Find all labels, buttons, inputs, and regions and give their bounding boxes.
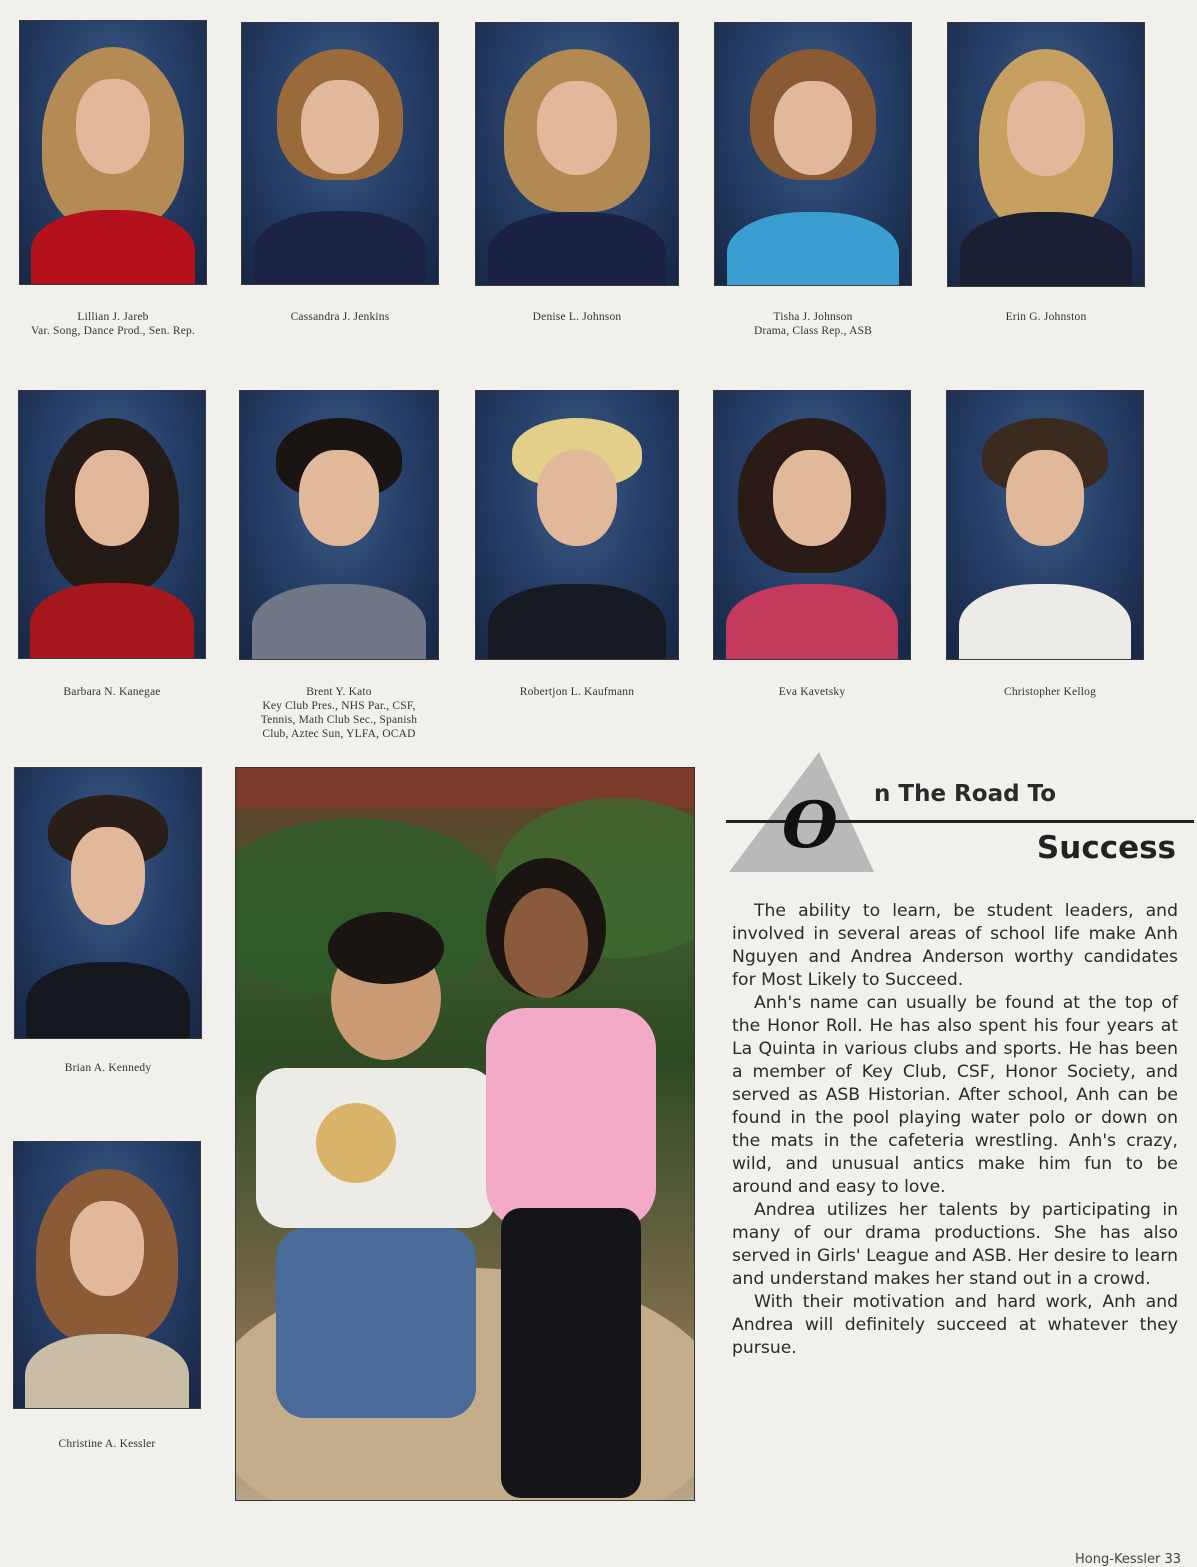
portrait-photo	[714, 391, 910, 659]
student-activities: Key Club Pres., NHS Par., CSF,	[262, 700, 416, 712]
student-name: Denise L. Johnson	[532, 311, 622, 323]
article-paragraph: Anh's name can usually be found at the top of the Honor Roll. He has also spent his four years at La Quinta in various clubs and sports. He has been a member of Key Club, CSF, Honor Society, and served as ASB Historian. After school, Anh can be found in the pool playing water polo or down on the mats in the cafeteria wrestling. Anh's crazy, wild, and unusual antics make him fun to be around and easy to love.	[732, 993, 1178, 1197]
portrait-caption	[476, 310, 678, 324]
student-name: Eva Kavetsky	[778, 686, 846, 698]
headline-line1: n The Road To	[874, 781, 1056, 807]
portrait-caption	[705, 310, 921, 338]
portrait-caption	[714, 685, 910, 699]
portrait-photo	[19, 391, 205, 658]
portrait-photo	[242, 23, 438, 284]
portrait-caption	[9, 685, 215, 699]
portrait-caption	[242, 310, 438, 324]
portrait-caption	[5, 1061, 211, 1075]
student-name: Christopher Kellog	[1003, 686, 1097, 698]
feature-photo	[236, 768, 694, 1500]
portrait-caption	[947, 685, 1153, 699]
student-name: Cassandra J. Jenkins	[290, 311, 390, 323]
article-paragraph: The ability to learn, be student leaders, and involved in several areas of school life make Anh Nguyen and Andrea Anderson worthy candidates for Most Likely to Succeed.	[732, 901, 1178, 990]
portrait-photo	[15, 768, 201, 1038]
portrait-photo	[948, 23, 1144, 286]
portrait-photo	[715, 23, 911, 285]
portrait-photo	[240, 391, 438, 659]
portrait-photo	[476, 23, 678, 285]
article-body	[732, 900, 1178, 1360]
portrait-caption	[10, 310, 216, 338]
drop-letter: O	[782, 788, 838, 863]
student-name: Brent Y. Kato	[306, 686, 372, 698]
portrait-photo	[20, 21, 206, 284]
student-activities: Club, Aztec Sun, YLFA, OCAD	[262, 728, 416, 740]
headline-line2: Success	[1036, 830, 1176, 866]
article-paragraph: Andrea utilizes her talents by participating in many of our drama productions. She has also served in Girls' League and ASB. Her desire to learn and understand makes her stand out in a crowd.	[732, 1200, 1178, 1289]
portrait-photo	[14, 1142, 200, 1408]
feature-photo-illustration	[236, 768, 694, 1500]
portrait-caption	[476, 685, 678, 699]
student-name: Brian A. Kennedy	[64, 1062, 152, 1074]
portrait-caption	[948, 310, 1144, 324]
student-activities: Tennis, Math Club Sec., Spanish	[260, 714, 418, 726]
student-name: Lillian J. Jareb	[77, 311, 149, 323]
student-name: Christine A. Kessler	[58, 1438, 156, 1450]
portrait-photo	[947, 391, 1143, 659]
portrait-caption	[234, 685, 444, 741]
student-name: Robertjon L. Kaufmann	[519, 686, 635, 698]
student-activities: Var. Song, Dance Prod., Sen. Rep.	[30, 325, 196, 337]
portrait-photo	[476, 391, 678, 659]
article-paragraph: With their motivation and hard work, Anh and Andrea will definitely succeed at whatever they pursue.	[732, 1292, 1178, 1358]
student-name: Tisha J. Johnson	[773, 311, 853, 323]
student-name: Barbara N. Kanegae	[63, 686, 161, 698]
student-activities: Drama, Class Rep., ASB	[753, 325, 873, 337]
portrait-caption	[4, 1437, 210, 1451]
page-folio: Hong-Kessler 33	[1075, 1552, 1181, 1567]
student-name: Erin G. Johnston	[1005, 311, 1087, 323]
